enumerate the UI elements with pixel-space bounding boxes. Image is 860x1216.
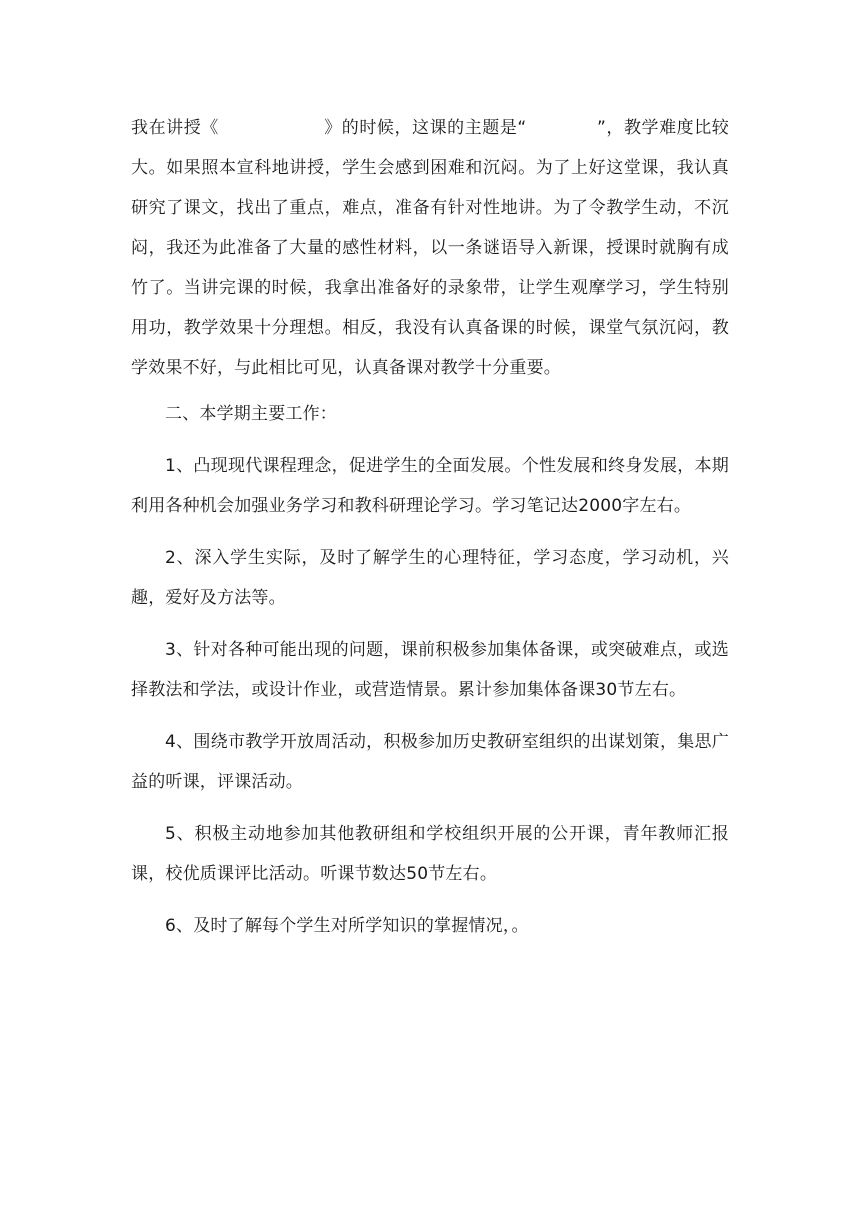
list-item-6: 6、及时了解每个学生对所学知识的掌握情况，。: [165, 916, 529, 936]
section-heading-main-work: 二、本学期主要工作：: [165, 404, 337, 424]
list-item-3: 3、针对各种可能出现的问题，课前积极参加集体备课，或突破难点，或选择教法和学法，或设计作业，或营造情景。累计参加集体备课30节左右。: [131, 640, 729, 700]
list-item-5: 5、积极主动地参加其他教研组和学校组织开展的公开课，青年教师汇报课，校优质课评比活动。听课节数达50节左右。: [131, 824, 729, 884]
document-body: [131, 108, 729, 946]
list-item-1: 1、凸现现代课程理念，促进学生的全面发展。个性发展和终身发展，本期利用各种机会加强业务学习和教科研理论学习。学习笔记达2000字左右。: [131, 456, 729, 516]
list-item-4: 4、围绕市教学开放周活动，积极参加历史教研室组织的出谋划策，集思广益的听课，评课活动。: [131, 732, 729, 792]
paragraph-lesson-preparation: 我在讲授《 》的时候，这课的主题是“ ”，教学难度比较大。如果照本宣科地讲授，学生会感到困难和沉闷。为了上好这堂课，我认真研究了课文，找出了重点，难点，准备有针对性地讲。为了令教学生动，不沉闷，我还为此准备了大量的感性材料，以一条谜语导入新课，授课时就胸有成竹了。当讲完课的时候，我拿出准备好的录象带，让学生观摩学习，学生特别用功，教学效果十分理想。相反，我没有认真备课的时候，课堂气氛沉闷，教学效果不好，与此相比可见，认真备课对教学十分重要。: [131, 118, 729, 378]
list-item-2: 2、深入学生实际，及时了解学生的心理特征，学习态度，学习动机，兴趣，爱好及方法等。: [131, 548, 729, 608]
